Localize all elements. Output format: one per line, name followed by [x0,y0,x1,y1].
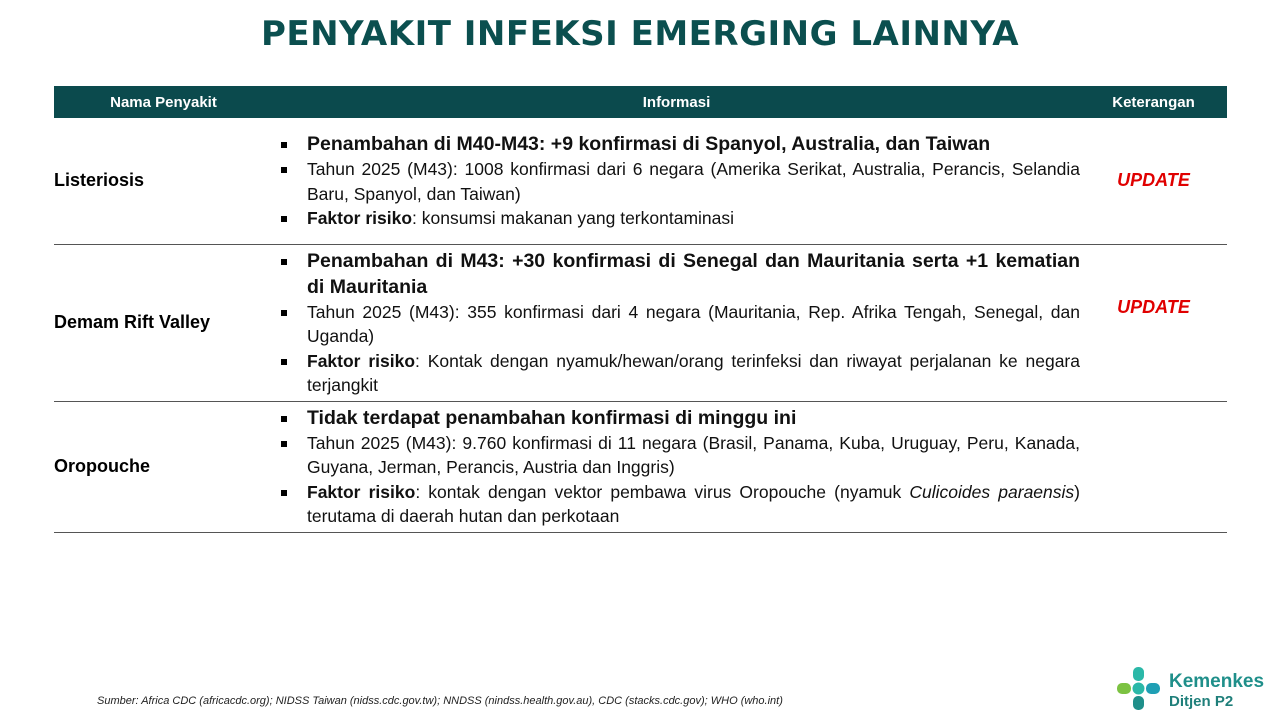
header-nama-penyakit: Nama Penyakit [54,86,273,118]
list-item: Faktor risiko: Kontak dengan nyamuk/hewan/orang terinfeksi dan riwayat perjalanan ke negara terjangkit [273,349,1080,398]
logo-text-ditjen: Ditjen P2 [1169,693,1234,710]
table-row-demam-rift-valley [54,244,1227,401]
list-item: Tidak terdapat penambahan konfirmasi di minggu ini [273,405,1080,431]
table-row-listeriosis [54,118,1227,244]
logo-text-kemenkes: Kemenkes [1169,671,1265,692]
table-row-oropouche [54,401,1227,532]
kemenkes-logo-icon [1115,665,1165,715]
list-item: Faktor risiko: konsumsi makanan yang terkontaminasi [273,206,1080,231]
list-item: Tahun 2025 (M43): 9.760 konfirmasi di 11 negara (Brasil, Panama, Kuba, Uruguay, Peru, Kanada, Guyana, Jerman, Perancis, Austria dan Inggris) [273,431,1080,480]
disease-info [273,401,1080,532]
status-badge [1080,401,1227,532]
status-badge: UPDATE [1117,170,1190,191]
source-footnote: Sumber: Africa CDC (africacdc.org); NIDSS Taiwan (nidss.cdc.gov.tw); NNDSS (nindss.health.gov.au), CDC (stacks.cdc.gov); WHO (who.int) [97,695,783,707]
list-item: Faktor risiko: kontak dengan vektor pembawa virus Oropouche (nyamuk Culicoides paraensis) terutama di daerah hutan dan perkotaan [273,480,1080,529]
header-informasi: Informasi [273,86,1080,118]
page-title: PENYAKIT INFEKSI EMERGING LAINNYA [260,14,1020,54]
header-keterangan: Keterangan [1080,86,1227,118]
list-item: Penambahan di M40-M43: +9 konfirmasi di Spanyol, Australia, dan Taiwan [273,131,1080,157]
status-badge: UPDATE [1117,296,1190,317]
list-item: Tahun 2025 (M43): 1008 konfirmasi dari 6 negara (Amerika Serikat, Australia, Perancis, Selandia Baru, Spanyol, dan Taiwan) [273,157,1080,206]
disease-info [273,118,1080,244]
list-item: Penambahan di M43: +30 konfirmasi di Senegal dan Mauritania serta +1 kematian di Mauritania [273,248,1080,300]
disease-table [54,86,1227,533]
disease-name: Listeriosis [54,170,145,191]
table-header-row [54,86,1227,118]
disease-name: Demam Rift Valley [54,312,211,332]
list-item: Tahun 2025 (M43): 355 konfirmasi dari 4 negara (Mauritania, Rep. Afrika Tengah, Senegal, dan Uganda) [273,300,1080,349]
disease-name: Oropouche [54,456,151,476]
disease-info [273,244,1080,401]
kemenkes-logo [1115,665,1275,715]
